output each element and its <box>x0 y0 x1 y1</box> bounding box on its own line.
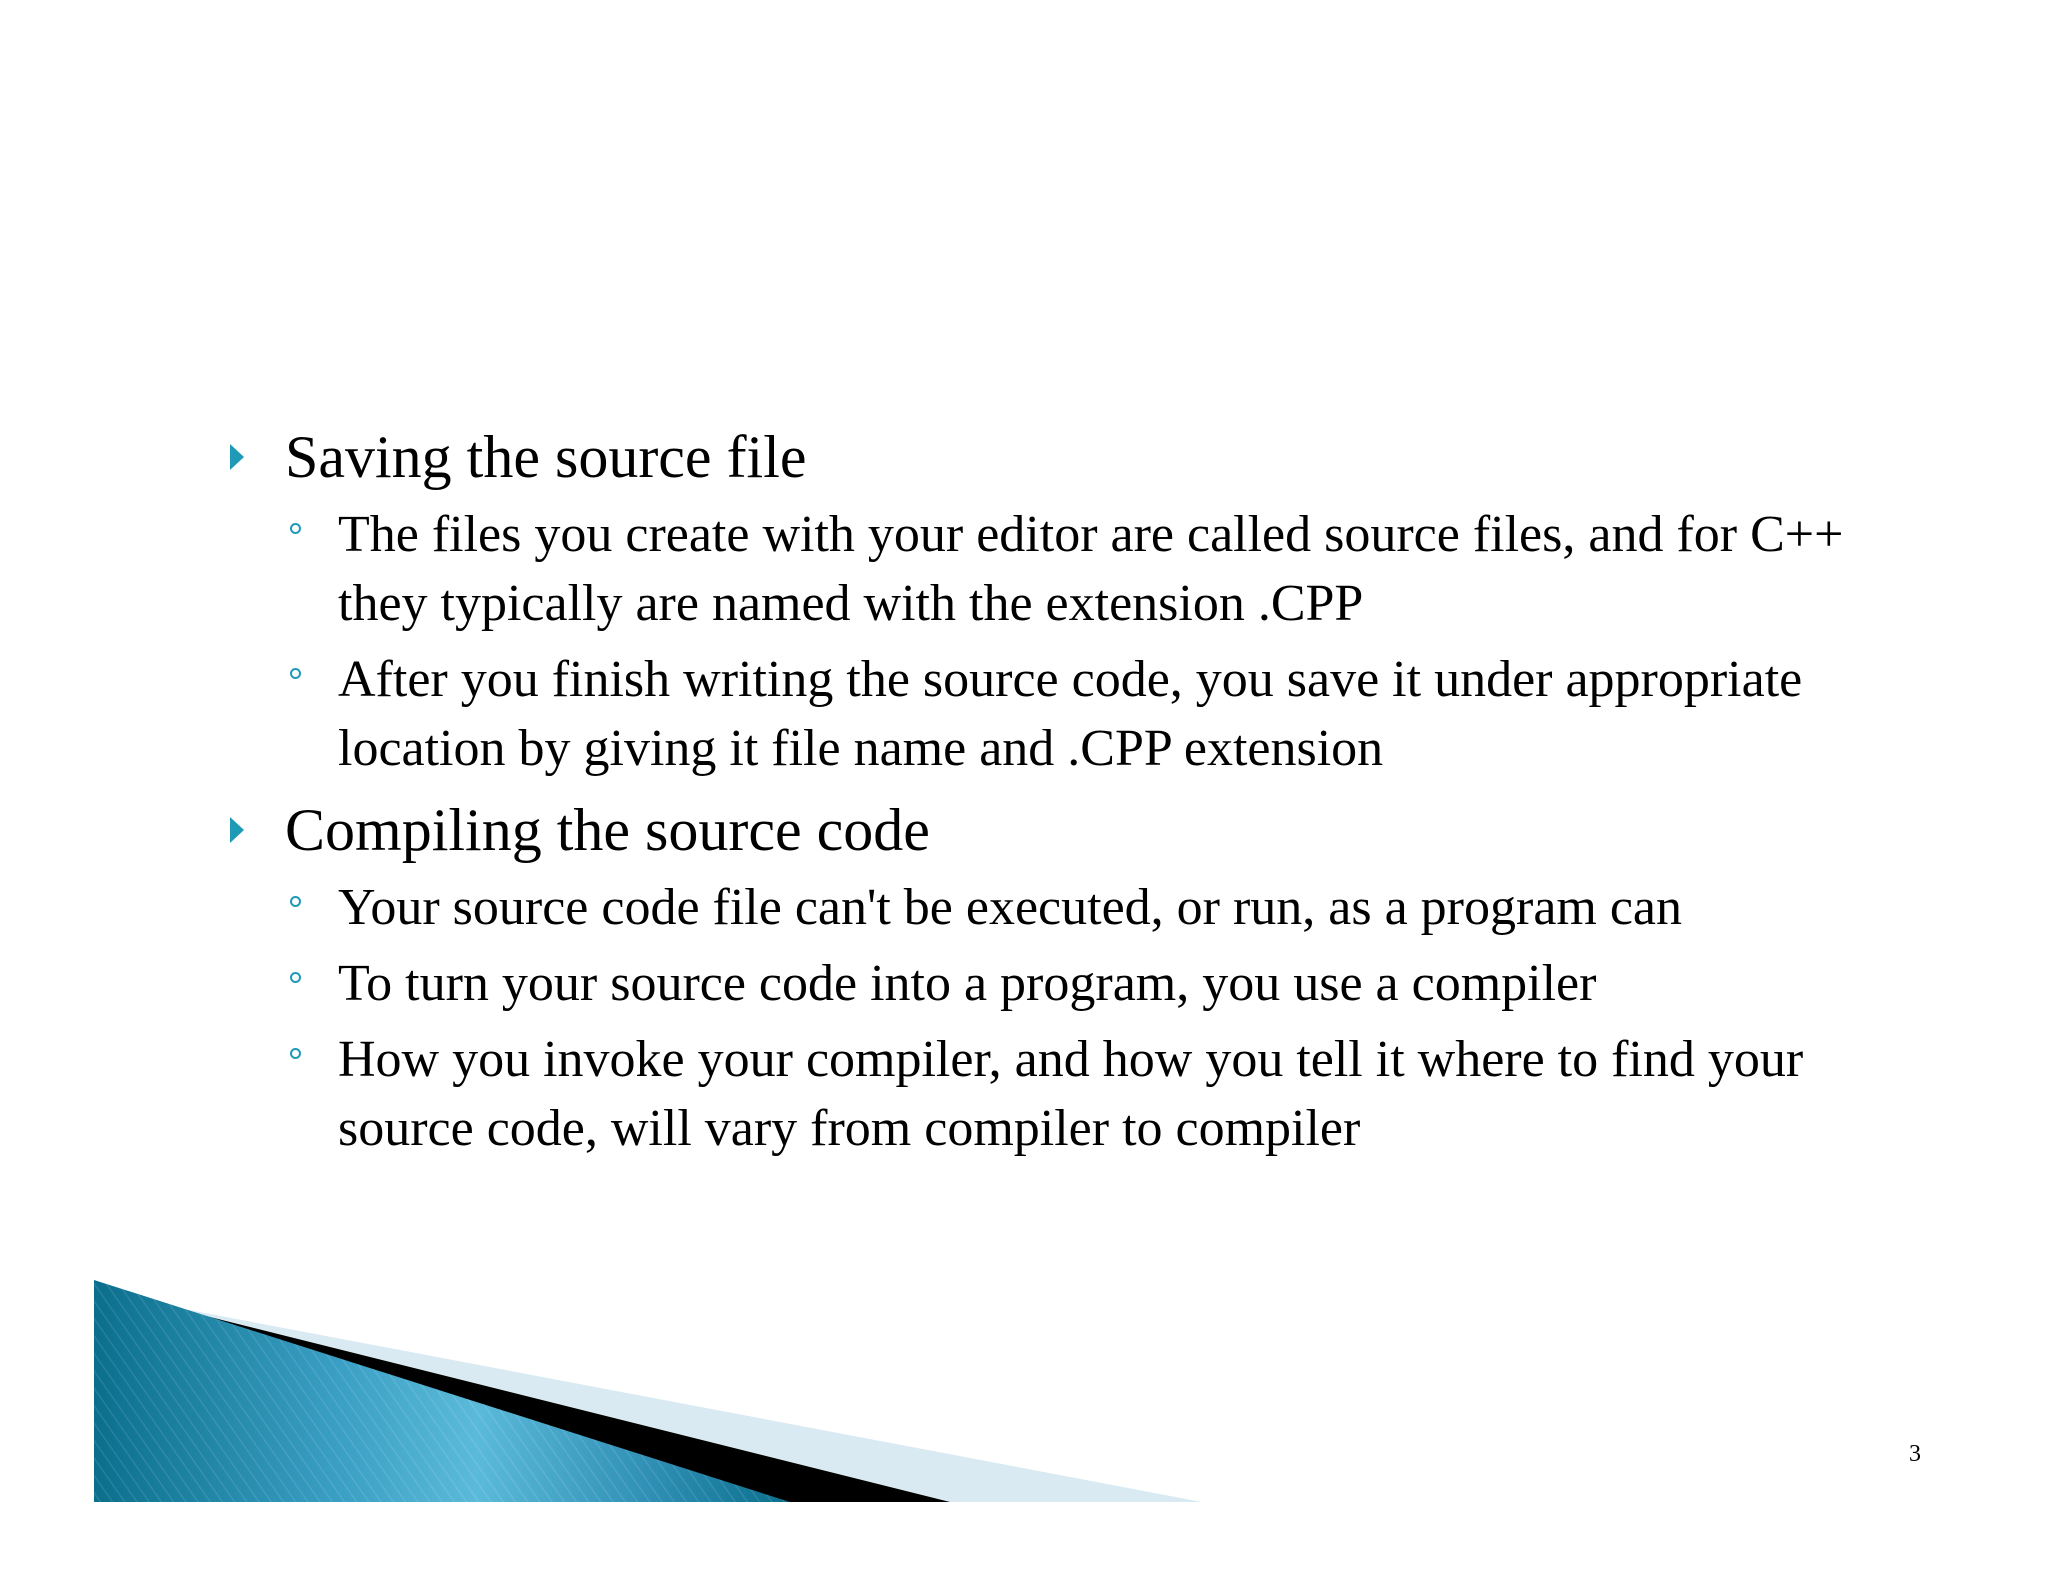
bullet-saving-source-file <box>230 424 1880 490</box>
bullet-compiling-source-code <box>230 797 1880 863</box>
sub-bullet-text: After you finish writing the source code, you save it under appropriate location by giving it file name and .CPP extension <box>338 651 1803 777</box>
sub-bullet <box>230 500 1880 638</box>
hollow-circle-icon <box>290 668 301 679</box>
hollow-circle-icon <box>290 1048 301 1059</box>
sub-bullet-text: Your source code file can't be executed, or run, as a program can <box>338 879 1683 936</box>
triangle-right-icon <box>230 817 244 843</box>
triangle-right-icon <box>230 444 244 470</box>
bullet-text: Saving the source file <box>285 424 807 490</box>
sub-bullet <box>230 949 1880 1018</box>
bullet-text: Compiling the source code <box>285 797 930 863</box>
sub-bullet-text: The files you create with your editor are called source files, and for C++ they typically are named with the extension .CPP <box>338 506 1844 632</box>
sub-bullet <box>230 1025 1880 1163</box>
sub-bullet-text: How you invoke your compiler, and how you tell it where to find your source code, will vary from compiler to compiler <box>338 1031 1804 1157</box>
sub-bullet-text: To turn your source code into a program, you use a compiler <box>338 955 1597 1012</box>
hollow-circle-icon <box>290 896 301 907</box>
hollow-circle-icon <box>290 972 301 983</box>
slide-content <box>230 410 1880 1170</box>
page-number: 3 <box>1909 1441 1921 1467</box>
hollow-circle-icon <box>290 523 301 534</box>
sub-bullet <box>230 645 1880 783</box>
sub-bullet <box>230 873 1880 942</box>
